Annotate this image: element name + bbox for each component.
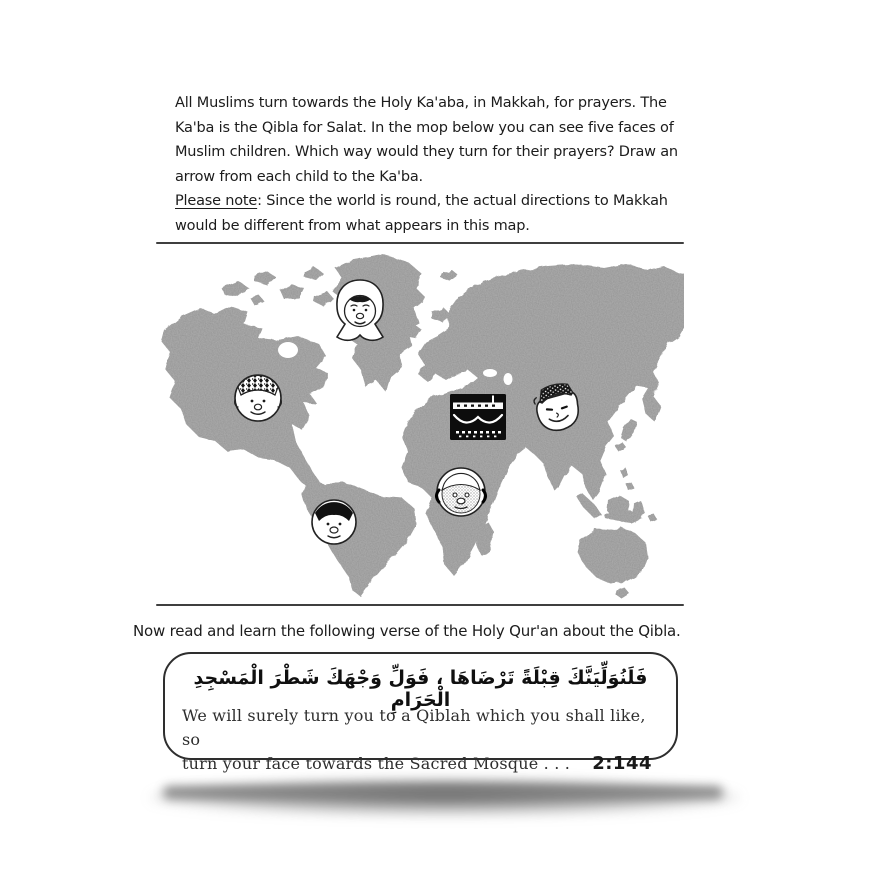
intro-line-4: arrow from each child to the Ka'ba. [175, 168, 423, 185]
note-line-2: would be different from what appears in this map. [175, 217, 530, 234]
verse-translation [182, 704, 652, 776]
translation-line-1: We will surely turn you to a Qiblah which you shall like, so [182, 706, 646, 749]
instruction-line: Now read and learn the following verse of the Holy Qur'an about the Qibla. [133, 622, 681, 640]
girl-with-headscarf-greenland-icon [337, 280, 383, 340]
divider-top [156, 242, 684, 244]
verse-reference: 2:144 [592, 753, 652, 774]
island-tasmania [615, 587, 629, 598]
divider-bottom [156, 604, 684, 606]
note-line-1 [175, 189, 735, 214]
islands-japan [615, 419, 637, 452]
intro-line-2: Ka'ba is the Qibla for Salat. In the mop below you can see five faces of [175, 119, 674, 136]
boy-with-embroidered-cap-north-america-icon [235, 375, 282, 421]
arabic-verse: فَلَنُوَلِّيَنَّكَ قِبْلَةً تَرْضَاهَا ، فَوَلِّ وَجْهَكَ شَطْرَ الْمَسْجِدِ الْحَرَامِ [193, 667, 648, 711]
continent-australia [577, 527, 648, 584]
page-drop-shadow-core [163, 786, 723, 799]
child-with-white-cap-africa-icon [437, 468, 486, 516]
boy-with-black-hair-south-america-icon [312, 500, 356, 544]
please-note-label: Please note [175, 193, 258, 209]
continents [161, 254, 684, 598]
kaaba-icon [450, 394, 506, 440]
intro-paragraph [175, 91, 735, 238]
verse-box [163, 652, 678, 774]
translation-line-2: turn your face towards the Sacred Mosque . . . [182, 754, 571, 773]
world-map-svg [156, 246, 684, 602]
note-text: : Since the world is round, the actual directions to Makkah [257, 193, 668, 209]
intro-line-3: Muslim children. Which way would they turn for their prayers? Draw an [175, 144, 678, 160]
world-map [156, 246, 684, 602]
islands-philippines [620, 467, 634, 490]
intro-line-1: All Muslims turn towards the Holy Ka'aba, in Makkah, for prayers. The [175, 95, 667, 111]
islands-arctic [222, 267, 334, 306]
